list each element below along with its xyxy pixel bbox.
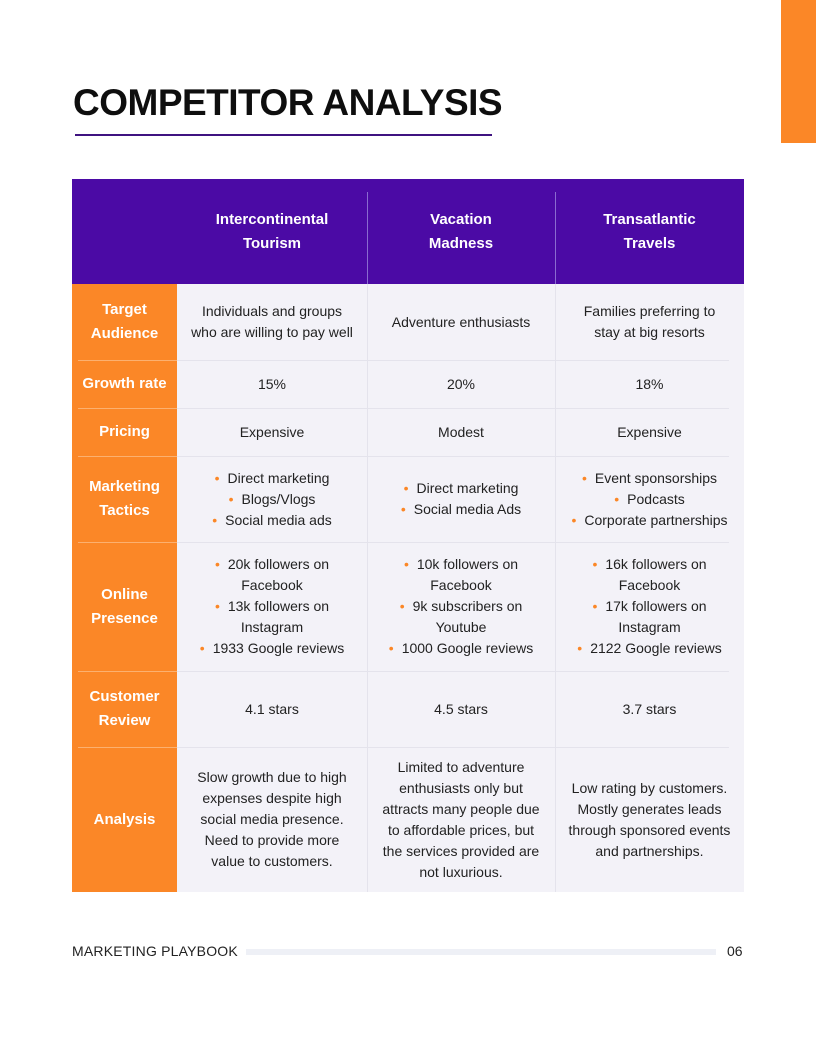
bullet-item: • 1933 Google reviews (200, 638, 344, 659)
bullet-item: • Podcasts (571, 489, 727, 510)
cell-text-line: expenses despite high (202, 790, 342, 806)
table-cell-online-presence-intercontinental-tourism (177, 542, 367, 671)
column-header-line: Tourism (242, 234, 302, 252)
table-cell-target-audience-transatlantic-travels (555, 284, 744, 360)
table-cell-marketing-tactics-intercontinental-tourism (177, 456, 367, 542)
bullet-item: • Direct marketing (401, 478, 521, 499)
bullet-item: • Social media ads (212, 510, 332, 531)
row-label-online-presence (72, 542, 177, 671)
cell-text-line: Mostly generates leads (577, 800, 722, 817)
row-label-line: Online (101, 585, 148, 603)
competitor-table (72, 179, 744, 892)
row-label-line: Tactics (99, 502, 150, 519)
bullet-item: • Corporate partnerships (571, 510, 727, 531)
bullet-item: • Social media Ads (401, 499, 521, 520)
bullet-item: Youtube (435, 619, 487, 635)
column-header-line: Madness (428, 234, 494, 252)
cell-text-line: Individuals and groups (201, 303, 343, 319)
table-cell-analysis-vacation-madness (367, 747, 555, 892)
cell-text-line: Limited to adventure (397, 758, 525, 775)
page-title: COMPETITOR ANALYSIS (73, 82, 503, 123)
row-label-line: Customer (89, 688, 160, 705)
bullet-list (393, 478, 529, 520)
column-header-line: Intercontinental (215, 210, 329, 228)
cell-text-line: Low rating by customers. (571, 779, 728, 796)
table-cell-pricing-vacation-madness (367, 408, 555, 456)
title-underline (75, 134, 492, 136)
cell-text-line: the services provided are (382, 842, 540, 859)
cell-text-line: Modest (438, 423, 484, 440)
row-separator (177, 360, 729, 361)
table-cell-analysis-transatlantic-travels (555, 747, 744, 892)
table-cell-target-audience-intercontinental-tourism (177, 284, 367, 360)
bullet-item: • 9k subscribers on (389, 596, 533, 617)
bullet-list (381, 554, 541, 659)
cell-text-line: through sponsored events (568, 821, 731, 838)
cell-text-line: Families preferring to (583, 303, 716, 319)
bullet-list (204, 468, 340, 531)
bullet-list (569, 554, 729, 659)
cell-text-line: to affordable prices, but (387, 821, 535, 838)
row-labels-column (72, 284, 177, 892)
bullet-item: • 17k followers on (577, 596, 721, 617)
corner-accent-tab (781, 0, 816, 143)
table-cell-customer-review-intercontinental-tourism (177, 671, 367, 747)
bullet-item: • Direct marketing (212, 468, 332, 489)
table-cell-growth-rate-transatlantic-travels (555, 360, 744, 408)
table-cell-customer-review-transatlantic-travels (555, 671, 744, 747)
row-label-line: Audience (90, 325, 159, 342)
bullet-item: • 20k followers on (200, 554, 344, 575)
header-divider (367, 192, 368, 284)
footer-label: MARKETING PLAYBOOK (72, 943, 238, 959)
row-label-growth-rate (72, 360, 177, 408)
table-cell-pricing-intercontinental-tourism (177, 408, 367, 456)
cell-text-line: Adventure enthusiasts (391, 313, 531, 330)
bullet-item: • 1000 Google reviews (389, 638, 533, 659)
cell-text-line: value to customers. (211, 853, 333, 869)
bullet-item: • Event sponsorships (571, 468, 727, 489)
row-label-separator (78, 542, 177, 543)
column-header-line: Transatlantic (603, 210, 696, 228)
row-separator (177, 456, 729, 457)
cell-text-line: enthusiasts only but (399, 779, 523, 796)
row-label-line: Target (102, 301, 147, 318)
page-number: 06 (727, 943, 743, 959)
row-label-line: Review (98, 712, 151, 729)
bullet-item: Facebook (430, 577, 492, 593)
cell-text-line: Expensive (239, 423, 305, 440)
row-label-pricing (72, 408, 177, 456)
cell-text-line: 15% (257, 375, 287, 392)
bullet-list (563, 468, 735, 531)
table-cell-growth-rate-intercontinental-tourism (177, 360, 367, 408)
bullet-item: Instagram (618, 619, 681, 635)
cell-text-line: stay at big resorts (594, 324, 705, 340)
bullet-list (192, 554, 352, 659)
bullet-item: Facebook (618, 577, 681, 593)
column-header-intercontinental-tourism (177, 179, 367, 284)
row-separator (177, 671, 729, 672)
column-header-vacation-madness (367, 179, 555, 284)
bullet-item: • Blogs/Vlogs (212, 489, 332, 510)
row-label-line: Growth rate (82, 375, 167, 392)
column-separator (555, 284, 556, 892)
column-header-line: Travels (623, 234, 676, 252)
table-cell-target-audience-vacation-madness (367, 284, 555, 360)
table-cell-online-presence-vacation-madness (367, 542, 555, 671)
row-label-customer-review (72, 671, 177, 747)
table-cell-online-presence-transatlantic-travels (555, 542, 744, 671)
cell-text-line: Expensive (617, 423, 682, 440)
table-cell-growth-rate-vacation-madness (367, 360, 555, 408)
bullet-item: Instagram (240, 619, 304, 635)
row-label-analysis (72, 747, 177, 892)
bullet-item: • 2122 Google reviews (577, 638, 721, 659)
cell-text-line: social media presence. (200, 811, 344, 827)
column-header-line: Vacation (430, 210, 492, 228)
row-label-line: Presence (91, 609, 158, 627)
row-label-separator (78, 360, 177, 361)
row-label-line: Marketing (89, 478, 160, 495)
row-label-target-audience (72, 284, 177, 360)
bullet-item: • 16k followers on (577, 554, 721, 575)
row-label-separator (78, 747, 177, 748)
row-label-line: Pricing (99, 423, 150, 440)
table-header (72, 179, 744, 284)
cell-text-line: Slow growth due to high (197, 769, 347, 785)
cell-text-line: attracts many people due (382, 800, 540, 817)
footer-bar (246, 949, 716, 955)
row-label-separator (78, 671, 177, 672)
row-label-separator (78, 456, 177, 457)
cell-text-line: Need to provide more (204, 832, 340, 848)
row-separator (177, 747, 729, 748)
cell-text-line: 3.7 stars (622, 700, 677, 717)
table-cell-marketing-tactics-transatlantic-travels (555, 456, 744, 542)
cell-text-line: and partnerships. (595, 842, 704, 859)
bullet-item: • 13k followers on (200, 596, 344, 617)
bullet-item: Facebook (241, 577, 303, 593)
cell-text-line: not luxurious. (419, 863, 503, 880)
row-separator (177, 408, 729, 409)
column-header-transatlantic-travels (555, 179, 744, 284)
cell-text-line: 18% (635, 375, 664, 392)
bullet-item: • 10k followers on (389, 554, 533, 575)
header-divider (555, 192, 556, 284)
table-cell-customer-review-vacation-madness (367, 671, 555, 747)
table-cell-pricing-transatlantic-travels (555, 408, 744, 456)
row-separator (177, 542, 729, 543)
row-label-marketing-tactics (72, 456, 177, 542)
cell-text-line: who are willing to pay well (191, 324, 353, 340)
table-cell-analysis-intercontinental-tourism (177, 747, 367, 892)
table-cell-marketing-tactics-vacation-madness (367, 456, 555, 542)
column-separator (367, 284, 368, 892)
cell-text-line: 4.5 stars (434, 700, 488, 717)
cell-text-line: 20% (446, 375, 476, 392)
cell-text-line: 4.1 stars (245, 700, 299, 717)
row-label-line: Analysis (93, 810, 156, 828)
row-label-separator (78, 408, 177, 409)
